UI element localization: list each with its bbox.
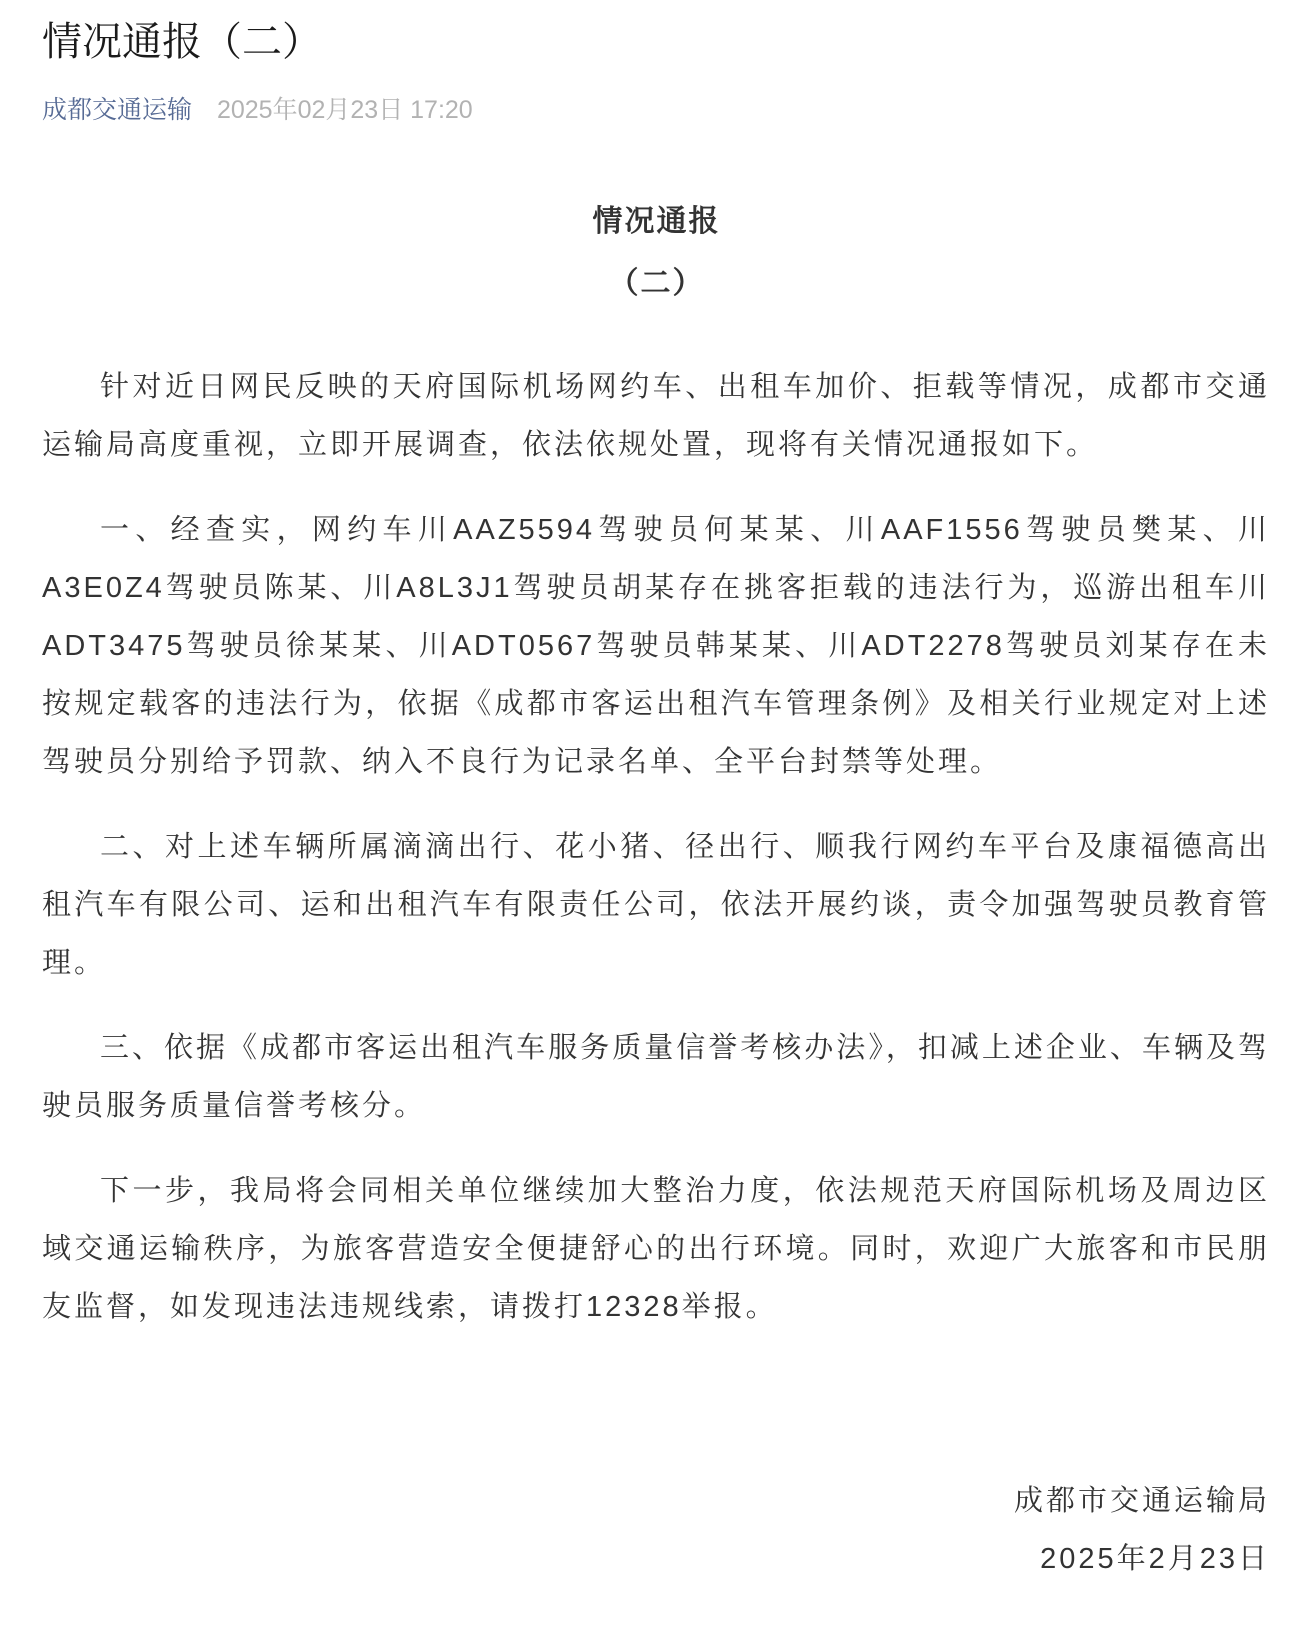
article-title: 情况通报（二） — [42, 20, 322, 64]
paragraph-item-2: 二、对上述车辆所属滴滴出行、花小猪、径出行、顺我行网约车平台及康福德高出租汽车有限公司、运和出租汽车有限责任公司，依法开展约谈，责令加强驾驶员教育管理。 — [42, 831, 1270, 979]
publish-time: 2025年02月23日 17:20 — [216, 96, 473, 124]
signature-date: 2025年2月23日 — [1040, 1543, 1270, 1575]
paragraph-intro: 针对近日网民反映的天府国际机场网约车、出租车加价、拒载等情况，成都市交通运输局高度重视，立即开展调查，依法依规处置，现将有关情况通报如下。 — [42, 371, 1270, 461]
article-meta — [42, 92, 473, 128]
paragraph-item-1: 一、经查实，网约车川AAZ5594驾驶员何某某、川AAF1556驾驶员樊某、川A3E0Z4驾驶员陈某、川A8L3J1驾驶员胡某存在挑客拒载的违法行为，巡游出租车川ADT3475驾驶员徐某某、川ADT0567驾驶员韩某某、川ADT2278驾驶员刘某存在未按规定载客的违法行为，依据《成都市客运出租汽车管理条例》及相关行业规定对上述驾驶员分别给予罚款、纳入不良行为记录名单、全平台封禁等处理。 — [42, 514, 1270, 778]
document-body — [42, 358, 1270, 1363]
document-subheading: （二） — [608, 267, 705, 300]
source-account-link[interactable]: 成都交通运输 — [42, 96, 193, 124]
signature-org: 成都市交通运输局 — [1013, 1485, 1270, 1517]
paragraph-next-step: 下一步，我局将会同相关单位继续加大整治力度，依法规范天府国际机场及周边区域交通运输秩序，为旅客营造安全便捷舒心的出行环境。同时，欢迎广大旅客和市民朋友监督，如发现违法违规线索，请拨打12328举报。 — [42, 1175, 1270, 1323]
document-heading: 情况通报 — [592, 205, 721, 238]
paragraph-item-3: 三、依据《成都市客运出租汽车服务质量信誉考核办法》，扣减上述企业、车辆及驾驶员服务质量信誉考核分。 — [42, 1032, 1270, 1122]
